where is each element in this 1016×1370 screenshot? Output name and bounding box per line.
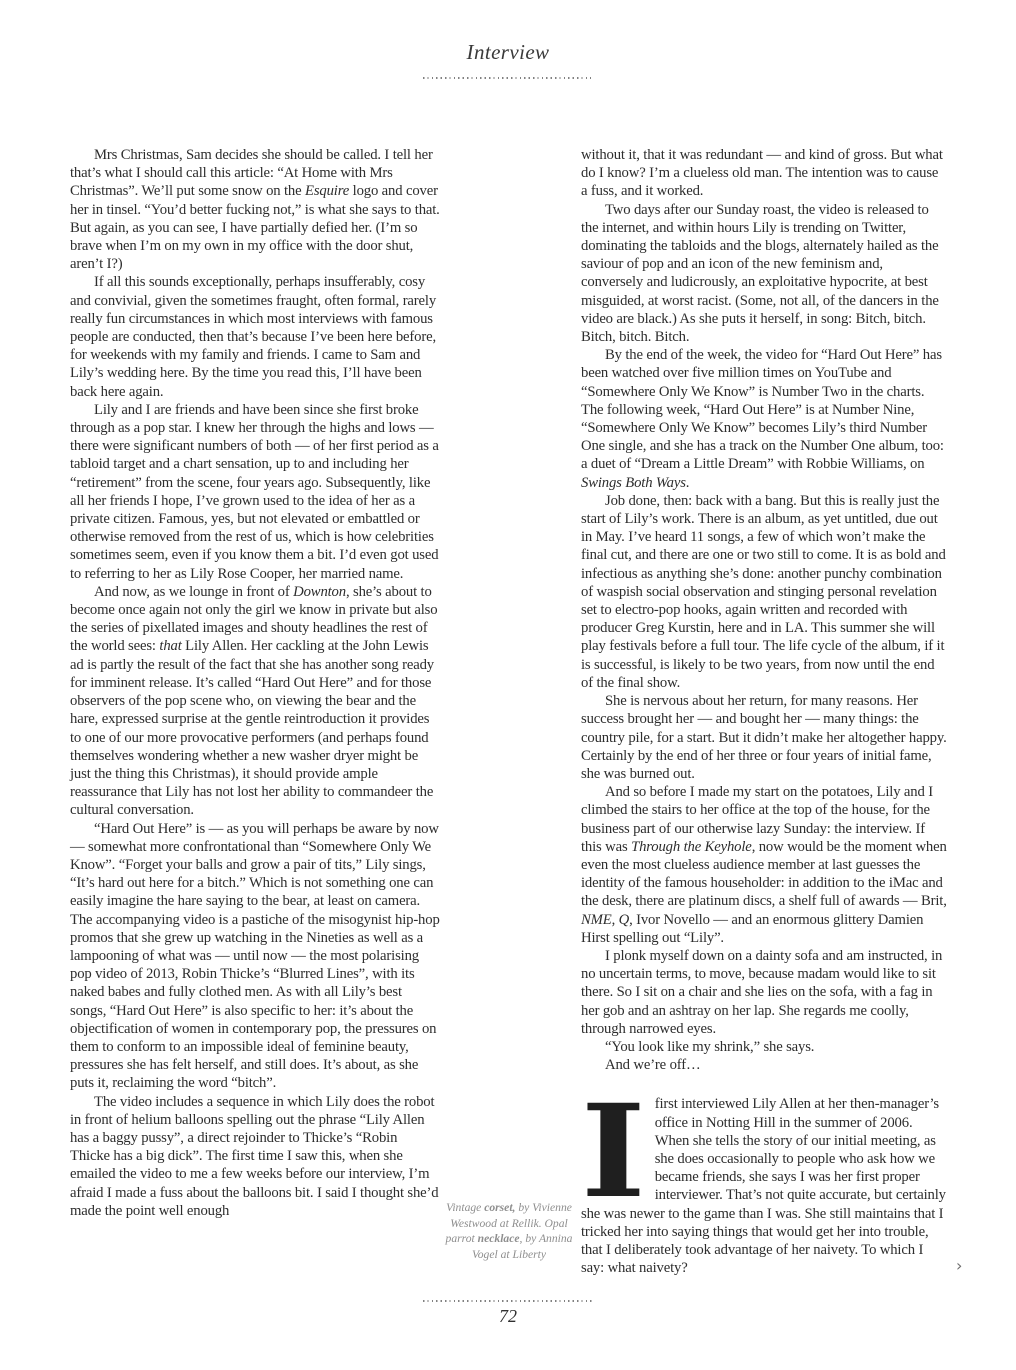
drop-cap-letter: I bbox=[581, 1077, 646, 1228]
dropcap-paragraph bbox=[581, 1077, 947, 1277]
footer-divider bbox=[423, 1300, 593, 1302]
page-number: 72 bbox=[499, 1306, 517, 1326]
continued-arrow-icon: › bbox=[956, 1256, 963, 1275]
paragraph: Lily and I are friends and have been since she first broke through as a pop star. I knew her through the highs and lows — there were significant numbers of both — of her first period as a tabloid target and a chart sensation, up to and including her “retirement” from the scene, four years ago. Subsequently, like all her friends I hope, I’ve grown used to the idea of her as a private citizen. Famous, yes, but not elevated or embattled or otherwise removed from the rest of us, which is how celebrities sometimes seem, even if you know them a bit. I’d even got used to referring to her as Lily Rose Cooper, her married name. bbox=[70, 401, 439, 582]
paragraph: without it, that it was redundant — and kind of gross. But what do I know? I’m a clueless old man. The intention was to cause a fuss, and it worked. bbox=[581, 147, 943, 200]
paragraph: Mrs Christmas, Sam decides she should be called. I tell her that’s what I should call this article: “At Home with Mrs Christmas”. We’ll put some snow on the Esquire logo and cover her in tinsel. “You’d better fucking not,” is what she says to that. But again, as you can see, I have partially defied her. (I’m so brave when I’m on my own in my office with the door shut, aren’t I?) bbox=[70, 147, 440, 273]
paragraph: And now, as we lounge in front of Downton, she’s about to become once again not only the girl we know in private but also the series of pixellated images and shouty headlines the rest of the world sees: that Lily Allen. Her cackling at the John Lewis ad is partly the result of the fact that she has another song ready for imminent release. It’s called “Hard Out Here” and for those observers of the pop scene who, on viewing the bear and the hare, expressed surprise at the gentle reintroduction it provides to one of our more provocative performers (and perhaps found themselves wondering whether a new washer dryer might be just the thing this Christmas), it should provide ample reassurance that Lily has not lost her ability to commandeer the cultural conversation. bbox=[70, 583, 438, 819]
fashion-credit-caption: Vintage corset, by Vivienne Westwood at Rellik. Opal parrot necklace, by Annina Vogel at Liberty bbox=[445, 1201, 573, 1261]
dropcap-paragraph-text: first interviewed Lily Allen at her then-manager’s office in Notting Hill in the summer of 2006. When she tells the story of our initial meeting, as she does occasionally to people who ask how we became friends, she says I was her first proper interviewer. That’s not quite accurate, but certainly she was newer to the game than I was. She still maintains that I tricked her into saying things that would get her into trouble, that I deliberately took advantage of her naivety. To which I say: what naivety? bbox=[581, 1096, 946, 1277]
left-text-column bbox=[70, 146, 440, 1220]
paragraph: If all this sounds exceptionally, perhaps insufferably, cosy and convivial, given the sometimes fraught, often formal, rarely really fun circumstances in which most interviews with famous people are conducted, then that’s because I’ve been here before, for weekends with my family and friends. I came to Sam and Lily’s wedding here. By the time you read this, I’ll have been back here again. bbox=[70, 274, 437, 400]
paragraph: “You look like my shrink,” she says. bbox=[605, 1038, 815, 1055]
paragraph: “Hard Out Here” is — as you will perhaps be aware by now — somewhat more confrontational than “Somewhere Only We Know”. “Forget your balls and grow a pair of tits,” Lily sings, “It’s hard out here for a bitch.” Which is not something one can easily imagine the hare saying to the bear, at least on camera. The accompanying video is a pastiche of the misogynist hip-hop promos that she grew up watching in the Nineties as well as a lampooning of what was — until now — the most polarising pop video of 2013, Robin Thicke’s “Blurred Lines”, with its naked babes and fully clothed men. As with all Lily’s best songs, “Hard Out Here” is also specific to her: it’s about the objectification of women in contemporary pop, the pressures on them to conform to an impossible ideal of feminine beauty, pressures she has felt herself, and still does. It’s about, as she puts it, reclaiming the word “bitch”. bbox=[70, 820, 440, 1092]
header-divider bbox=[423, 77, 591, 79]
paragraph: Two days after our Sunday roast, the video is released to the internet, and within hours Lily is trending on Twitter, dominating the tabloids and the blogs, alternately hailed as the saviour of pop and an icon of the new feminism and, conversely and ludicrously, an exploitative hypocrite, at best misguided, at worst racist. (Some, not all, of the dancers in the video are black.) As she puts it herself, in song: Bitch, bitch. Bitch, bitch. Bitch. bbox=[581, 201, 939, 346]
right-text-column bbox=[581, 146, 947, 1277]
paragraph: She is nervous about her return, for many reasons. Her success brought her — and bought her — many things: the country pile, for a start. But it didn’t make her altogether happy. Certainly by the end of her three or four years of initial fame, she was burned out. bbox=[581, 693, 947, 782]
paragraph: And we’re off… bbox=[605, 1057, 701, 1074]
paragraph: I plonk myself down on a dainty sofa and am instructed, in no uncertain terms, to move, because madam would like to sit there. So I sit on a chair and she lies on the sofa, with a fag in her gob and an ashtray on her lap. She regards me coolly, through narrowed eyes. bbox=[581, 947, 943, 1037]
paragraph: And so before I made my start on the potatoes, Lily and I climbed the stairs to her office at the top of the house, for the business part of our otherwise lazy Sunday: the interview. If this was Through the Keyhole, now would be the moment when even the most clueless audience member at last guesses the identity of the famous householder: in addition to the iMac and the desk, there are platinum discs, a shelf full of awards — Brit, NME, Q, Ivor Novello — and an enormous glittery Damien Hirst spelling out “Lily”. bbox=[581, 784, 947, 946]
paragraph: Job done, then: back with a bang. But this is really just the start of Lily’s work. There is an album, as yet untitled, due out in May. I’ve heard 11 songs, a few of which won’t make the final cut, and there are one or two still to come. It is as bold and infectious as anything she’s done: another punchy combination of waspish social observation and stinging personal revelation set to electro-pop hooks, again written and recorded with producer Greg Kurstin, here and in LA. This summer she will play festivals before a full tour. The life cycle of the album, if it is successful, is likely to be two years, from now until the end of the final show. bbox=[581, 492, 946, 691]
right-column-paragraphs bbox=[581, 146, 947, 1074]
paragraph: By the end of the week, the video for “Hard Out Here” has been watched over five million times on YouTube and “Somewhere Only We Know” is Number Two in the charts. The following week, “Hard Out Here” is at Number Nine, “Somewhere Only We Know” becomes Lily’s third Number One single, and she has a track on the Number One album, too: a duet of “Dream a Little Dream” with Robbie Williams, on Swings Both Ways. bbox=[581, 347, 944, 491]
page-title: Interview bbox=[466, 40, 550, 64]
paragraph: The video includes a sequence in which Lily does the robot in front of helium balloons spelling out the phrase “Lily Allen has a baggy pussy”, a direct rejoinder to Thicke’s “Robin Thicke has a big dick”. The first time I saw this, when she emailed the video to me a few weeks before our interview, I’m afraid I made a fuss about the balloons bit. I said I thought she’d made the point well enough bbox=[70, 1093, 439, 1219]
